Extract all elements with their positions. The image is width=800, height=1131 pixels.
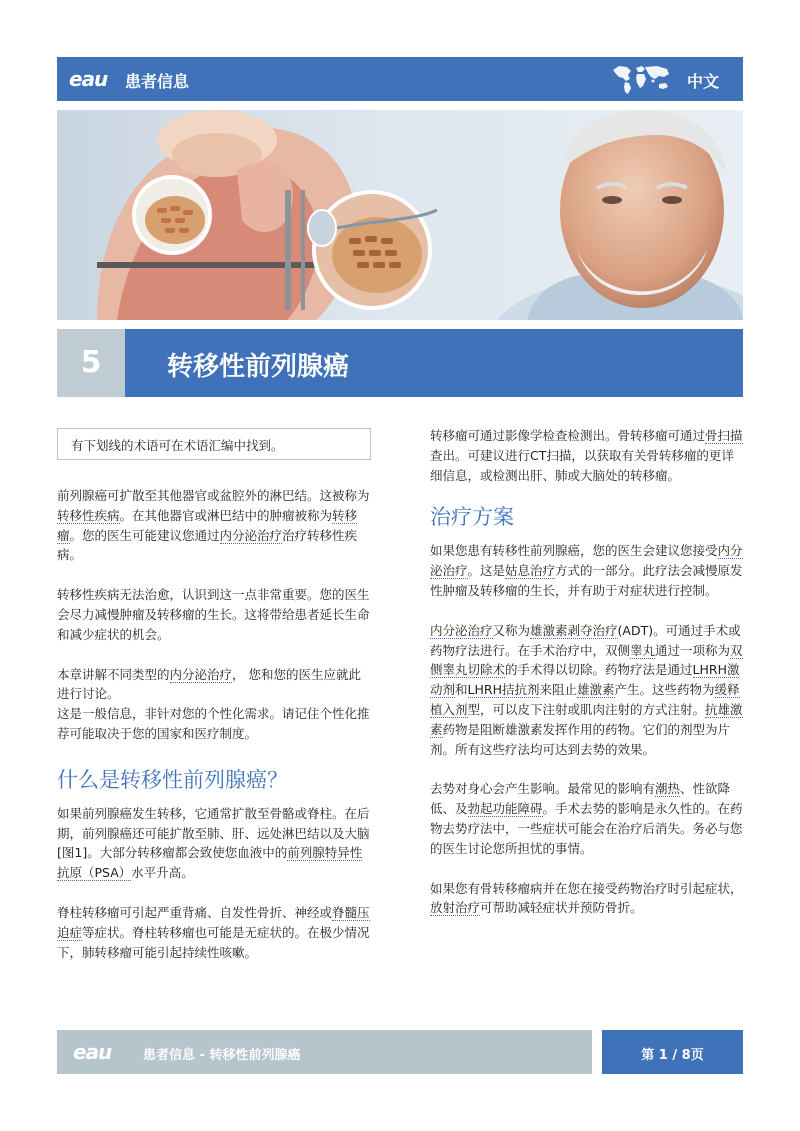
text-run: 如果前列腺癌发生转移，它通常扩散至骨骼或脊柱。在后期，前列腺癌还可能扩散至肺、肝、远处淋巴结以及大脑[图1]。大部分转移瘤都会致使您血液中的 <box>57 805 370 861</box>
text-run: 药物是阻断雄激素发挥作用的药物。它们的剂型为片剂。所有这些疗法均可达到去势的效果。 <box>430 721 731 757</box>
text-run: 如果您有骨转移瘤病并在您在接受药物治疗时引起症状， <box>430 880 743 896</box>
chapter-number-box <box>57 329 125 397</box>
glossary-term[interactable]: 睾丸 <box>630 642 656 658</box>
glossary-term[interactable]: LHRH拮抗剂 <box>467 682 540 698</box>
paragraph <box>57 903 371 962</box>
text-run: 等症状。脊柱转移瘤也可能是无症状的。在极少情况下，肺转移瘤可能引起持续性咳嗽。 <box>57 924 370 960</box>
text-run: 去势对身心会产生影响。最常见的影响有 <box>430 781 656 797</box>
paragraph <box>57 804 371 883</box>
chapter-title: 转移性前列腺癌 <box>167 352 350 382</box>
paragraph <box>430 426 744 485</box>
glossary-term[interactable]: 内分泌治疗 <box>430 622 493 638</box>
world-map-icon <box>609 62 673 96</box>
glossary-term[interactable]: 抗雄激素 <box>430 701 743 737</box>
section-heading: 什么是转移性前列腺癌？ <box>57 767 288 792</box>
glossary-term[interactable]: 姑息治疗 <box>505 563 556 579</box>
right-column <box>430 426 744 918</box>
language-label[interactable]: 中文 <box>687 72 720 91</box>
text-run: (ADT)。可通过手术或药物疗法进行。在手术治疗中，双侧 <box>430 622 741 658</box>
header-title: 患者信息 <box>125 72 190 91</box>
text-run: 。手术去势的影响是永久性的。在药物去势疗法中，一些症状可能会在治疗后消失。务必与您的医生讨论您所担忧的事情。 <box>430 801 743 856</box>
glossary-term[interactable]: 内分泌治疗 <box>169 666 233 682</box>
text-run: 和 <box>455 682 468 698</box>
glossary-term[interactable]: 勃起功能障碍 <box>467 801 543 817</box>
page-number: 第 1 / 8页 <box>641 1048 704 1063</box>
chapter-number: 5 <box>80 345 102 380</box>
glossary-term[interactable]: 转移瘤 <box>57 507 358 543</box>
glossary-term[interactable]: 内分泌治疗 <box>219 527 283 543</box>
header-illustration <box>57 110 743 320</box>
footer-page-box <box>602 1030 743 1074</box>
paragraph <box>430 541 744 600</box>
glossary-term[interactable]: 双侧睾丸切除术 <box>430 642 743 678</box>
left-column <box>57 486 371 962</box>
glossary-term[interactable]: 雄激素剥夺治疗 <box>530 622 618 638</box>
footer-eau-logo: eau <box>73 1040 112 1064</box>
prostate-illustration <box>57 110 743 320</box>
text-run: 脊柱转移瘤可引起严重背痛、自发性骨折、神经或 <box>57 904 333 920</box>
glossary-term[interactable]: 放射治疗 <box>430 900 481 916</box>
glossary-term[interactable]: LHRH激动剂 <box>430 662 740 698</box>
text-run: 查出。可建议进行CT扫描，以获取有关骨转移瘤的更详细信息，或检测出肝、肺或大脑处的转移瘤。 <box>430 447 734 483</box>
footer-title: 患者信息 - 转移性前列腺癌 <box>143 1048 301 1063</box>
text-run: 又称为 <box>492 622 531 638</box>
glossary-term[interactable]: 缓释植入剂 <box>430 682 740 717</box>
text-run: ， 您和您的医生应就此进行讨论。 <box>57 666 362 702</box>
text-run: 如果您患有转移性前列腺癌，您的医生会建议您接受 <box>430 543 718 559</box>
chapter-title-box <box>125 329 743 397</box>
text-run: 产生。这些药物为 <box>614 682 715 698</box>
text-run: 、性欲降低、及 <box>430 781 731 817</box>
text-run: 转移瘤可通过影像学检查检测出。骨转移瘤可通过 <box>430 428 706 443</box>
header-bar <box>57 57 743 101</box>
glossary-term[interactable]: 骨扫描 <box>705 428 743 443</box>
text-run: 方式的一部分。此疗法会减慢原发性肿瘤及转移瘤的生长，并有助于对症状进行控制。 <box>430 563 743 598</box>
footer-bar <box>57 1030 592 1074</box>
text-run: 水平升高。 <box>131 865 194 881</box>
text-run: 型，可以皮下注射或肌肉注射的方式注射。 <box>467 701 706 717</box>
paragraph <box>430 621 744 760</box>
text-run: 。这是 <box>467 563 506 579</box>
glossary-term[interactable]: 转移性疾病 <box>57 507 120 523</box>
glossary-note-box <box>57 428 371 460</box>
paragraph <box>57 486 371 565</box>
text-run: 可帮助减轻症状并预防骨折。 <box>480 900 643 916</box>
glossary-term[interactable]: 雄激素 <box>577 682 615 698</box>
text-run: 来阻止 <box>539 682 577 698</box>
paragraph <box>430 779 744 858</box>
paragraph <box>430 879 744 919</box>
glossary-term[interactable]: 内分泌治疗 <box>430 543 743 579</box>
text-run: 通过一项称为 <box>655 642 731 658</box>
text-run: 本章讲解不同类型的 <box>57 666 170 682</box>
glossary-term[interactable]: 脊髓压迫症 <box>57 904 370 940</box>
eau-logo: eau <box>69 67 108 91</box>
section-heading: 治疗方案 <box>430 505 514 530</box>
paragraph: 这是一般信息，非针对您的个性化需求。请记住个性化推荐可能取决于您的国家和医疗制度。 <box>57 706 370 741</box>
text-run: 的手术得以切除。药物疗法是通过 <box>505 662 693 678</box>
text-run: 。您的医生可能建议您通过 <box>69 527 220 543</box>
text-run: 。在其他器官或淋巴结中的肿瘤被称为 <box>119 507 333 523</box>
paragraph: 转移性疾病无法治愈，认识到这一点非常重要。您的医生会尽力减慢肿瘤及转移瘤的生长。这将带给患者延长生命和减少症状的机会。 <box>57 587 370 642</box>
text-run: 治疗转移性疾病。 <box>57 527 358 563</box>
text-run: 前列腺癌可扩散至其他器官或盆腔外的淋巴结。这被称为 <box>57 488 370 503</box>
glossary-term[interactable]: 前列腺特异性抗原（PSA） <box>57 845 363 881</box>
glossary-term[interactable]: 潮热 <box>655 781 681 797</box>
glossary-note: 有下划线的术语可在术语汇编中找到。 <box>71 438 284 453</box>
paragraph <box>57 665 371 705</box>
